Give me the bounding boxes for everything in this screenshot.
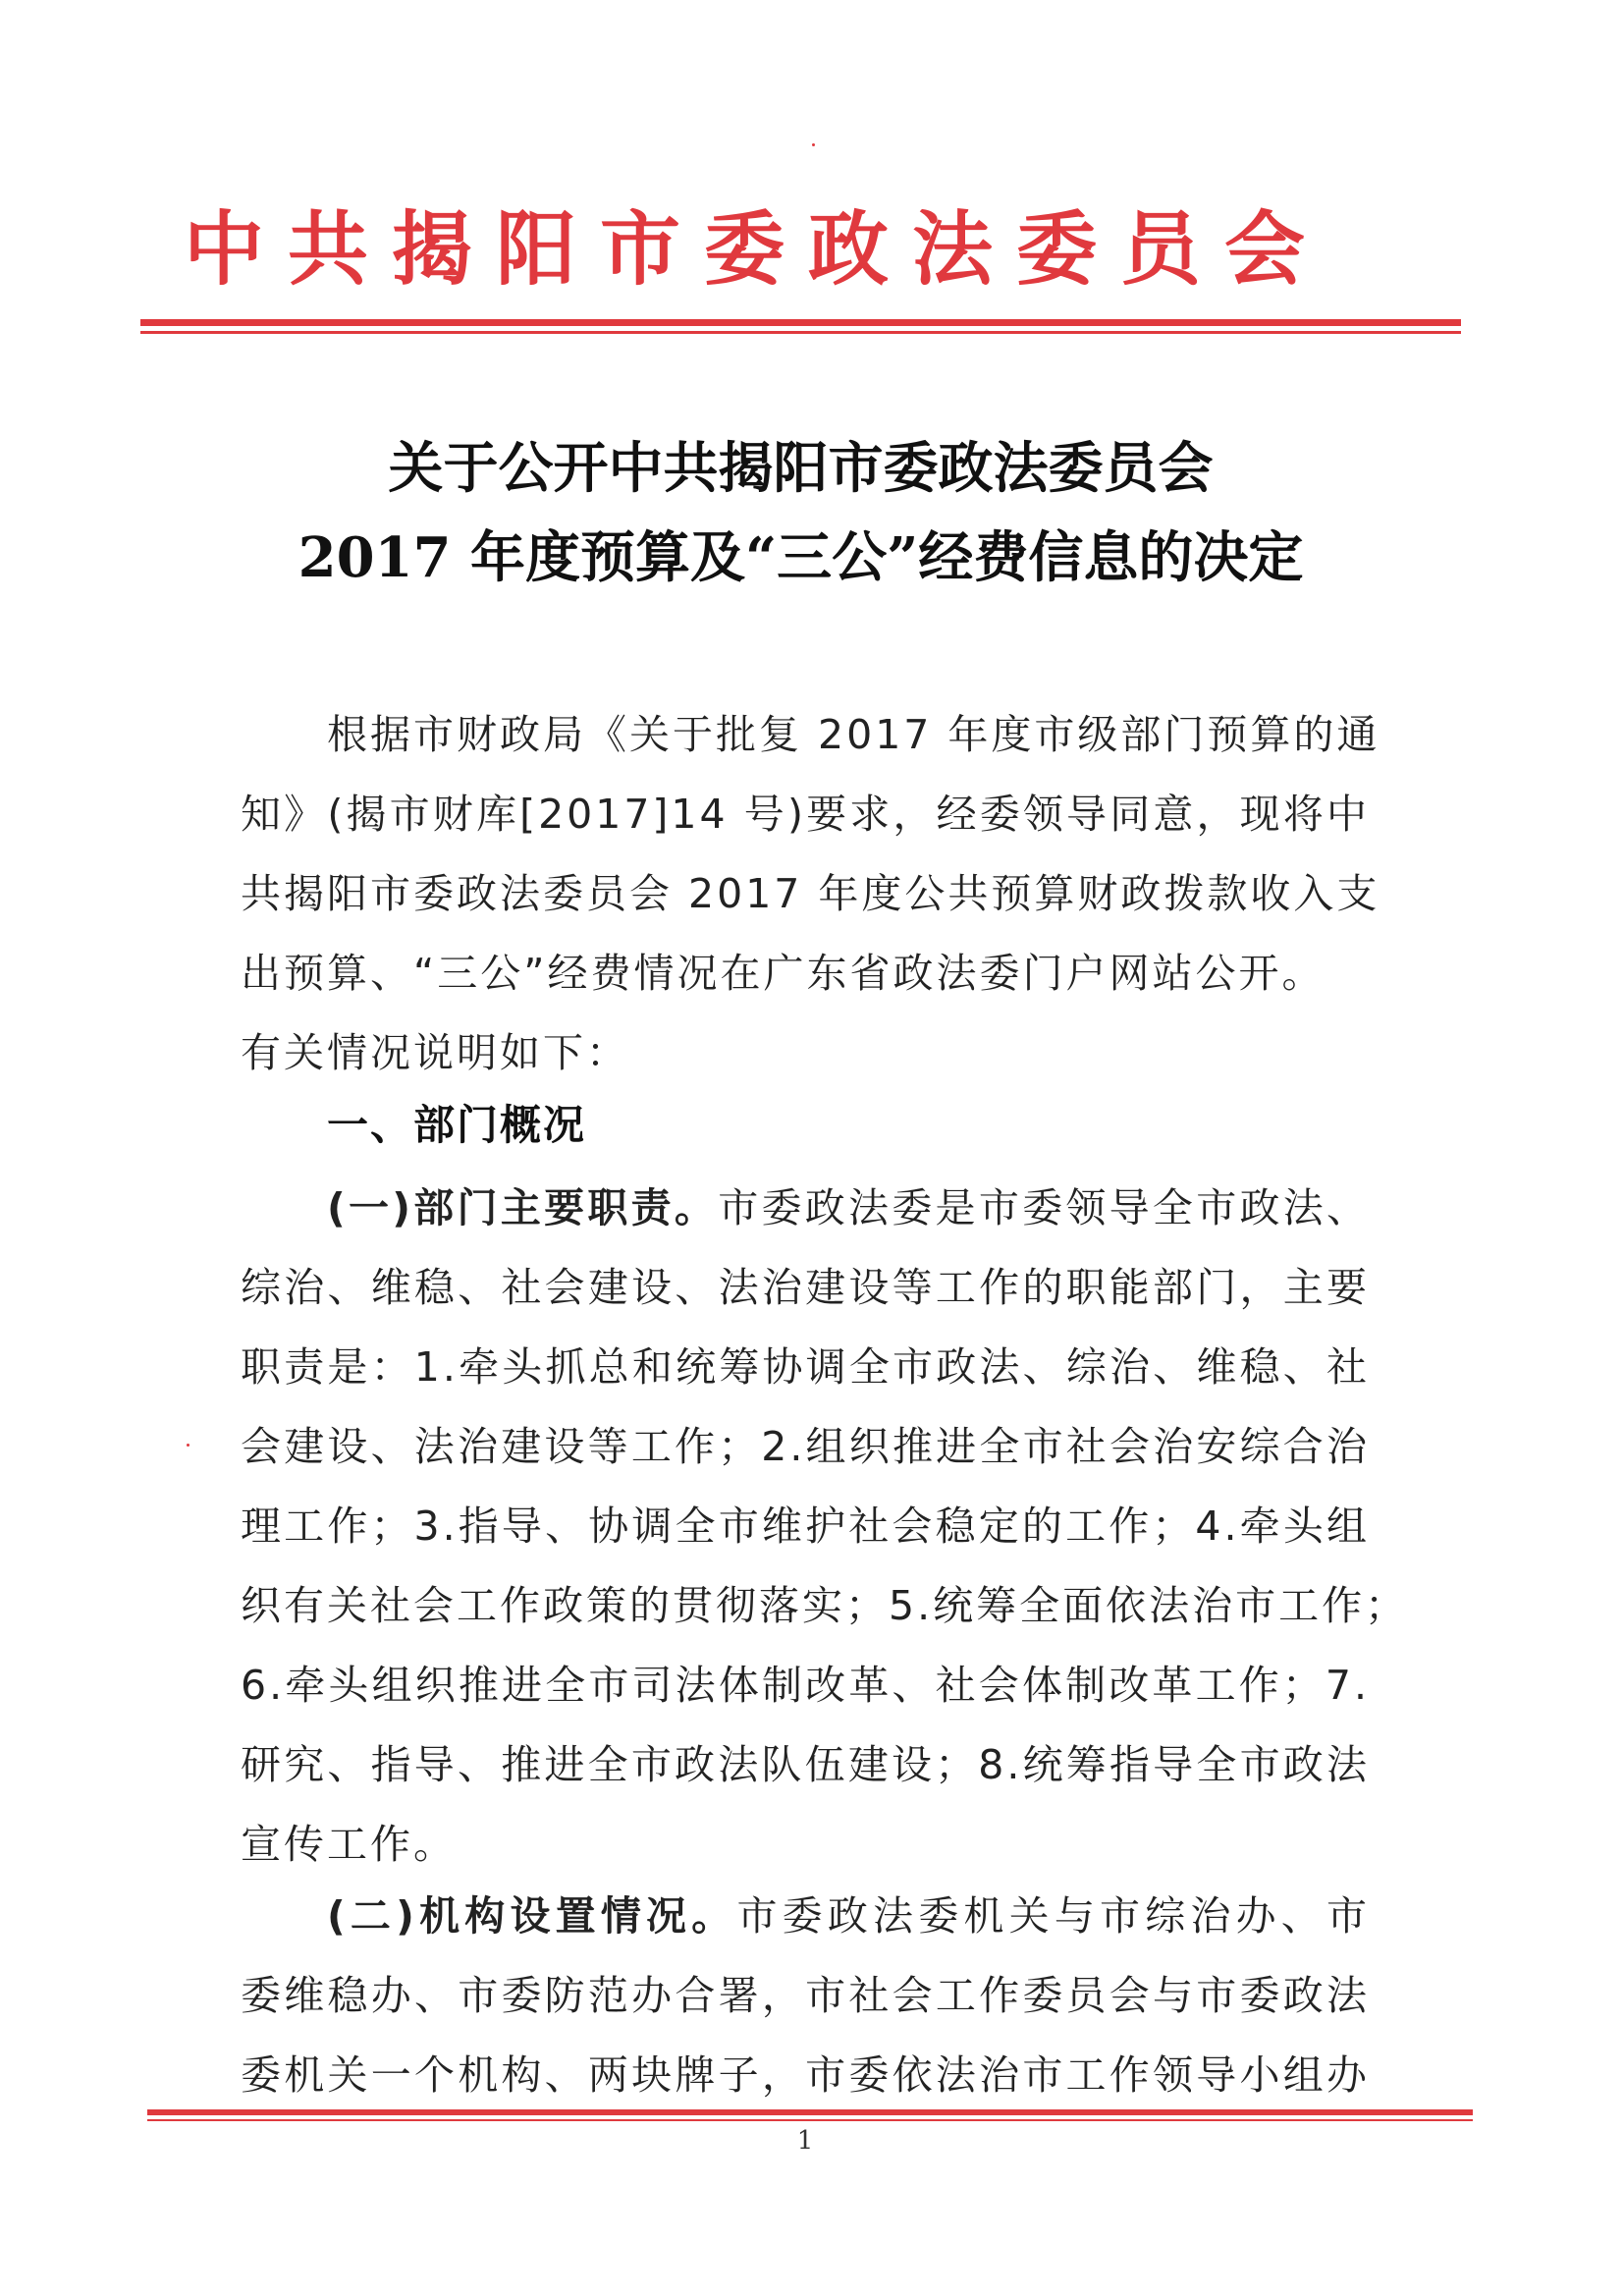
structure-paragraph xyxy=(241,1877,1370,2115)
header-red-double-rule xyxy=(140,319,1461,337)
intro-line: 共揭阳市委政法委员会 2017 年度公共预算财政拨款收入支 xyxy=(241,870,1380,917)
structure-line: 委机关一个机构、两块牌子，市委依法治市工作领导小组办 xyxy=(241,2051,1370,2099)
duties-line: 会建设、法治建设等工作；2.组织推进全市社会治安综合治 xyxy=(241,1423,1370,1470)
red-speck-mark xyxy=(187,1444,189,1447)
duties-line: 职责是：1.牵头抓总和统筹协调全市政法、综治、维稳、社 xyxy=(241,1343,1370,1391)
intro-line: 有关情况说明如下： xyxy=(241,1029,629,1076)
structure-first-line-text: 市委政法委机关与市综治办、市 xyxy=(736,1892,1371,1940)
duties-line: 织有关社会工作政策的贯彻落实；5.统筹全面依法治市工作； xyxy=(241,1582,1409,1629)
duties-line: 研究、指导、推进全市政法队伍建设；8.统筹指导全市政法 xyxy=(241,1741,1370,1788)
intro-line: 知》(揭市财库[2017]14 号)要求，经委领导同意，现将中 xyxy=(241,791,1370,838)
duties-first-line xyxy=(241,1169,1370,1248)
intro-paragraph xyxy=(241,695,1380,1093)
structure-line: 委维稳办、市委防范办合署，市社会工作委员会与市委政法 xyxy=(241,1972,1370,2019)
organization-header: 中共揭阳市委政法委员会 xyxy=(183,203,1328,297)
duties-first-line-text: 市委政法委是市委领导全市政法、 xyxy=(718,1184,1371,1231)
page-number: 1 xyxy=(796,2126,814,2156)
intro-line: 根据市财政局《关于批复 2017 年度市级部门预算的通 xyxy=(327,711,1380,758)
duties-line: 理工作；3.指导、协调全市维护社会稳定的工作；4.牵头组 xyxy=(241,1503,1370,1550)
structure-first-line xyxy=(241,1877,1370,1956)
duties-line: 6.牵头组织推进全市司法体制改革、社会体制改革工作；7. xyxy=(241,1662,1370,1709)
duties-paragraph xyxy=(241,1169,1409,1885)
document-title-line-1: 关于公开中共揭阳市委政法委员会 xyxy=(388,436,1214,501)
intro-line: 出预算、“三公”经费情况在广东省政法委门户网站公开。 xyxy=(241,950,1325,997)
header-rule-thick xyxy=(140,319,1461,326)
duties-label: (一)部门主要职责。 xyxy=(327,1184,719,1231)
red-speck-mark xyxy=(812,143,815,146)
footer-rule-thin xyxy=(147,2119,1473,2121)
footer-rule-thick xyxy=(147,2109,1473,2115)
section-heading-department-overview: 一、部门概况 xyxy=(327,1101,587,1149)
footer-red-double-rule xyxy=(147,2109,1473,2123)
duties-line: 综治、维稳、社会建设、法治建设等工作的职能部门，主要 xyxy=(241,1264,1370,1311)
structure-label: (二)机构设置情况。 xyxy=(327,1892,737,1940)
duties-line: 宣传工作。 xyxy=(241,1821,457,1868)
document-title-line-2: 2017 年度预算及“三公”经费信息的决定 xyxy=(298,525,1304,590)
header-rule-thin xyxy=(140,331,1461,334)
